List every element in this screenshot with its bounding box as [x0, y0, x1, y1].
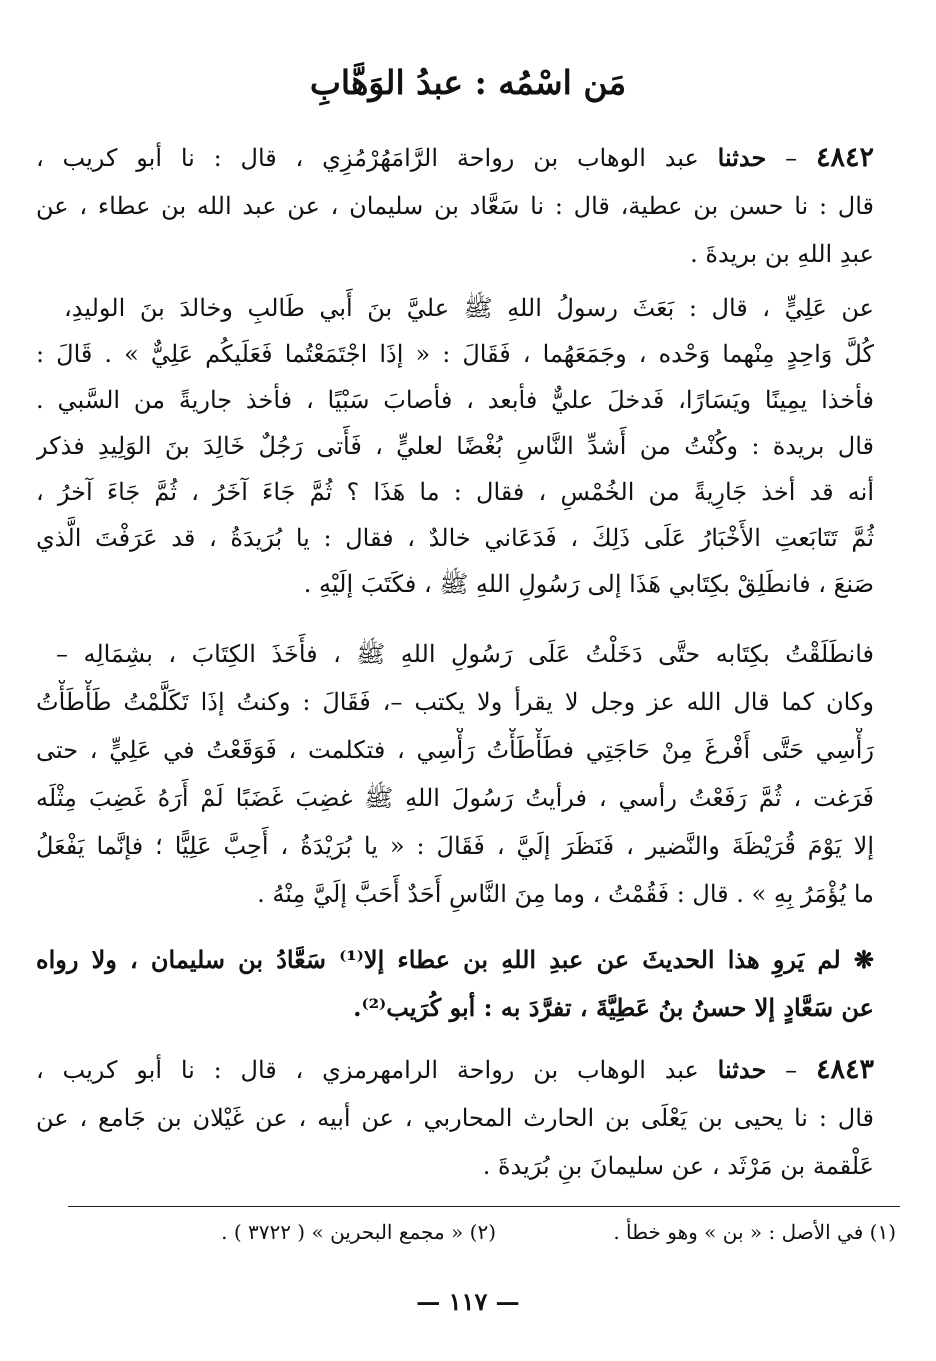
footnote-2: (٢) « مجمع البحرين » ( ٣٧٢٢ ) . — [221, 1220, 496, 1244]
narrative-line: وكان كما قال الله عز وجل لا يقرأ ولا يكتب –، فَقَالَ : وكنتُ إذَا تَكَلَّمْتُ طَأْطَأْتُ — [36, 688, 874, 716]
section-title: مَن اسْمُه : عبدُ الوَهَّابِ — [309, 63, 627, 102]
hadith-isnad-text: عبد الوهاب بن رواحة الرَّامَهُرْمُزِي ، قال : نا أبو كريب ، — [36, 144, 699, 172]
narrative-line: قال بريدة : وكُنْتُ من أَشدِّ النَّاسِ بُغْضًا لعليٍّ ، فَأَتى رَجُلٌ خَالِدَ بنَ الوَلِيدِ فذكر — [36, 432, 874, 460]
narrative-line: أنه قد أخذ جَارِيةً من الخُمْسِ ، فقال : ما هَذَا ؟ ثُمَّ جَاءَ آخَرُ ، ثُمَّ جَاءَ آخرُ ، — [36, 478, 874, 506]
narrative-line: ثُمَّ تَتَابَعتِ الأَخْبَارُ عَلَى ذَلِكَ ، فَدَعَاني خالدٌ ، فقال : يا بُرَيدَةُ ، قد عَرَفْتَ الَّذي — [36, 524, 874, 552]
hadith-number: ٤٨٤٣ — [815, 1054, 874, 1085]
note-star-icon: ❋ — [853, 945, 874, 974]
hadith-4842-line-2: قال : نا حسن بن عطية، قال : نا سَعَّاد بن سليمان ، عن عبد الله بن عطاء ، عن — [36, 192, 874, 220]
hadith-4842-line-3: عبدِ اللهِ بن بريدةَ . — [690, 240, 874, 268]
narrative-line: فأخذا يمِينًا ويَسَارًا، فَدخلَ عليٌّ فأبعد ، فأصابَ سَبْيًا ، فأخذ جاريةً من السَّبي . — [36, 386, 874, 414]
hadith-dash: – — [785, 1056, 798, 1084]
note-text: لم يَروِ هذا الحديثَ عن عبدِ اللهِ بن عطاء إلا⁽¹⁾ سَعَّادُ بن سليمان ، ولا رواه — [36, 945, 841, 974]
narrative-line: عن عَلِيٍّ ، قال : بَعَثَ رسولُ اللهِ ﷺ عليَّ بنَ أَبي طَالبِ وخالدَ بنَ الوليدِ، — [64, 294, 874, 322]
page-number: — ١١٧ — — [416, 1287, 520, 1316]
narrative-line: فانطَلَقْتُ بكِتَابه حتَّى دَخَلْتُ عَلَى رَسُولِ اللهِ ﷺ ، فأَخَذَ الكِتَابَ ، بشِمَالِه – — [56, 640, 874, 668]
footnote-1: (١) في الأصل : « بن » وهو خطأ . — [613, 1220, 896, 1244]
hadith-4843-line-1 — [36, 1048, 874, 1092]
hadith-4842-line-1 — [36, 136, 874, 180]
narrative-line: إلا يَوْمَ قُرَيْظَةَ والنَّضير ، فَنَظَرَ إلَيَّ ، فَقَالَ : « يا بُرَيْدَةُ ، أَحِبَّ عَلِيًّا ؛ فإنَّما يَفْعَلُ — [36, 832, 874, 860]
footnote-divider — [68, 1206, 900, 1207]
narrative-line: فَرَغت ، ثُمَّ رَفَعْتُ رأسي ، فرأيتُ رَسُولَ اللهِ ﷺ غضِبَ غَضَبًا لَمْ أَرَهُ غَضِبَ مِثْلَه — [36, 784, 874, 812]
narrative-line: كُلَّ وَاحِدٍ مِنْهما وَحْده ، وجَمَعَهُما ، فَقَالَ : « إذَا اجْتَمَعْتُما فَعَلَيكُم عَلِيٌّ » . قَالَ : — [36, 340, 874, 368]
hadith-4843-line-3: عَلْقمة بن مَرْثَد ، عن سليمانَ بنِ بُرَيدةَ . — [482, 1152, 874, 1180]
hadith-4843-line-2: قال : نا يحيى بن يَعْلَى بن الحارث المحاربي ، عن أبيه ، عن غَيْلان بن جَامع ، عن — [36, 1104, 874, 1132]
hadith-dash: – — [785, 144, 798, 172]
narrative-line: رَأْسِي حَتَّى أَفْرغَ مِنْ حَاجَتِي فطَأْطَأْتُ رَأْسِي ، فتكلمت ، فَوَقَعْتُ في عَلِيٍّ ، حتى — [36, 736, 874, 764]
hadith-isnad-text: عبد الوهاب بن رواحة الرامهرمزي ، قال : نا أبو كريب ، — [36, 1056, 699, 1084]
narrative-line: ما يُؤْمَرُ بِهِ » . قال : فَقُمْتُ ، وما مِنَ النَّاسِ أَحَدٌ أَحَبَّ إلَيَّ مِنْهُ . — [257, 880, 874, 908]
haddathana-label: حدثنا — [717, 143, 767, 172]
note-line-1 — [36, 938, 874, 982]
narrative-line: صَنعَ ، فانطَلِقْ بكِتَابي هَذَا إلى رَسُولِ اللهِ ﷺ ، فكَتَبَ إلَيْهِ . — [303, 570, 874, 598]
haddathana-label: حدثنا — [717, 1055, 767, 1084]
note-line-2: عن سَعَّادٍ إلا حسنُ بنُ عَطِيَّةَ ، تفرَّدَ به : أبو كُرَيب⁽²⁾. — [353, 993, 874, 1022]
hadith-number: ٤٨٤٢ — [815, 142, 874, 173]
